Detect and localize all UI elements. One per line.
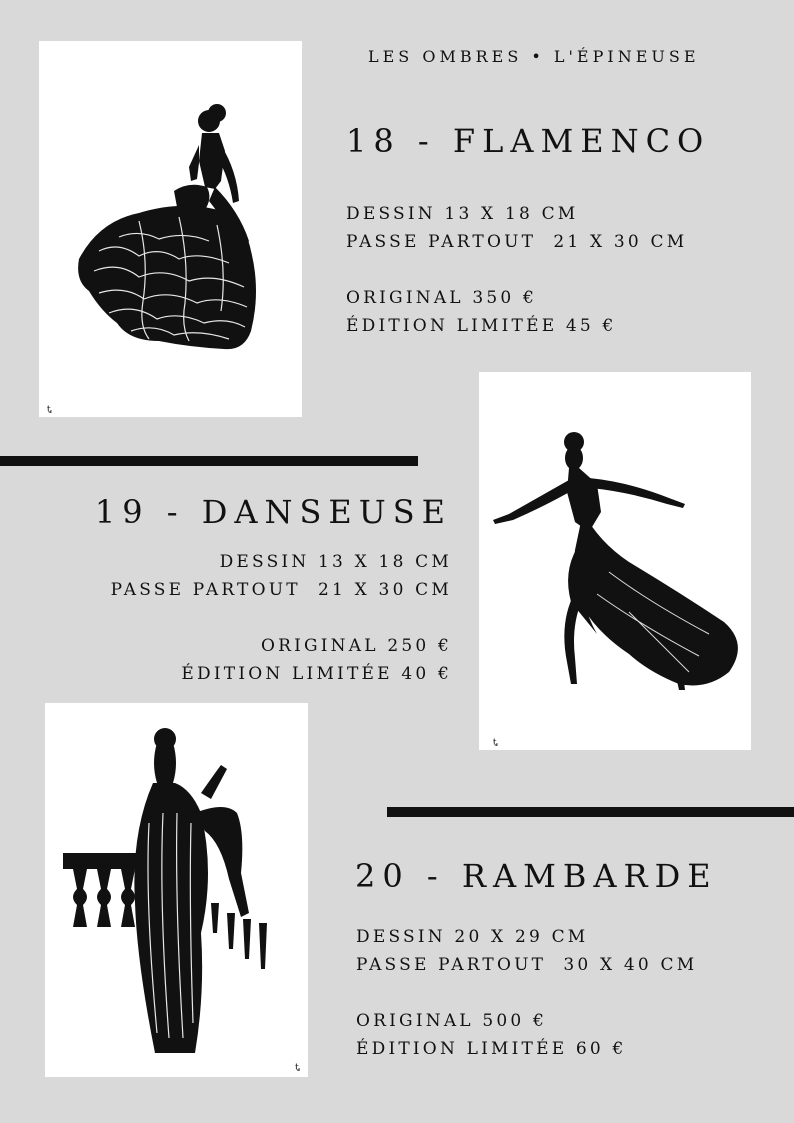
artwork-title-rambarde: 20 - RAMBARDE <box>355 857 718 895</box>
artist-monogram-icon: Ꮏ <box>47 405 52 415</box>
artist-monogram-icon: Ꮏ <box>493 738 498 748</box>
artwork-edition-price-danseuse: ÉDITION LIMITÉE 40 € <box>181 664 452 684</box>
artwork-dessin-size-flamenco: DESSIN 13 X 18 CM <box>346 204 579 224</box>
artwork-passe-partout-rambarde: PASSE PARTOUT 30 X 40 CM <box>356 955 698 975</box>
divider-rule <box>387 807 794 817</box>
artwork-card-danseuse <box>479 372 751 750</box>
rambarde-silhouette-drawing <box>45 703 308 1077</box>
flamenco-silhouette-drawing <box>39 41 302 417</box>
artwork-dessin-size-danseuse: DESSIN 13 X 18 CM <box>219 552 452 572</box>
artwork-passe-partout-flamenco: PASSE PARTOUT 21 X 30 CM <box>346 232 688 252</box>
artwork-original-price-rambarde: ORIGINAL 500 € <box>356 1011 548 1031</box>
artwork-edition-price-rambarde: ÉDITION LIMITÉE 60 € <box>356 1039 627 1059</box>
artwork-card-flamenco <box>39 41 302 417</box>
artwork-original-price-flamenco: ORIGINAL 350 € <box>346 288 538 308</box>
artwork-dessin-size-rambarde: DESSIN 20 X 29 CM <box>356 927 589 947</box>
artwork-original-price-danseuse: ORIGINAL 250 € <box>260 636 452 656</box>
collection-header: LES OMBRES • L'ÉPINEUSE <box>368 47 700 66</box>
danseuse-silhouette-drawing <box>479 372 751 750</box>
artwork-edition-price-flamenco: ÉDITION LIMITÉE 45 € <box>346 316 617 336</box>
artwork-card-rambarde <box>45 703 308 1077</box>
divider-rule <box>0 456 418 466</box>
artwork-title-flamenco: 18 - FLAMENCO <box>346 122 711 160</box>
artwork-passe-partout-danseuse: PASSE PARTOUT 21 X 30 CM <box>110 580 452 600</box>
artist-monogram-icon: Ꮏ <box>295 1063 300 1073</box>
artwork-title-danseuse: 19 - DANSEUSE <box>94 493 452 531</box>
